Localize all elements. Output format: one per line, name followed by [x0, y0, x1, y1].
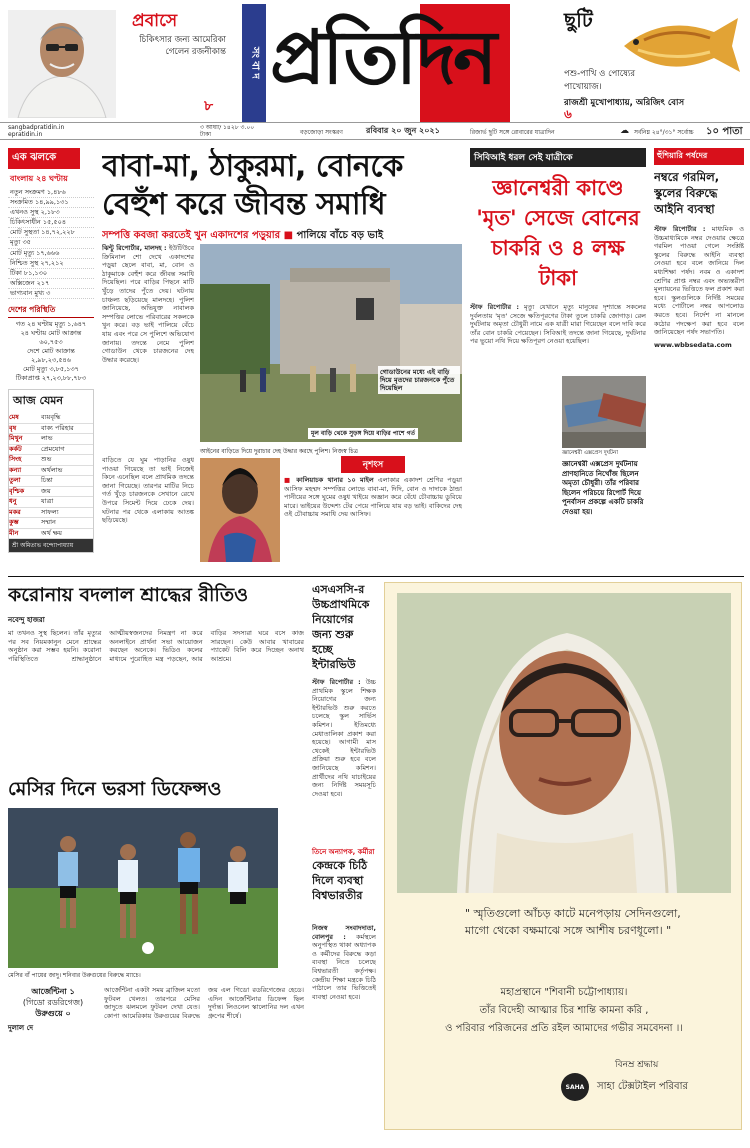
sports-photo-caption: মেসির বাঁ পায়ের জাদু। শনিবার উরুগুয়ের বিরুদ্ধে ম্যাচে।: [8, 972, 141, 979]
notice-body: [654, 225, 744, 561]
ssc-story[interactable]: [312, 582, 376, 1142]
zodiac-row: কন্যা অর্থলাভ: [9, 466, 93, 477]
left-column: [8, 148, 94, 568]
ad-quote: " স্মৃতিগুলো আঁচড় কাটে মনেপড়ায় সেদিনগুলো, মাগো থেকো বক্ষমাঝে সঙ্গে আশীষ চরণধূলো। ": [465, 907, 681, 937]
notice-story[interactable]: [654, 148, 744, 568]
promo-left-tag: প্রবাসে: [132, 11, 178, 31]
lead-sub: [102, 228, 462, 245]
lead-sub-red: পালিয়ে বাঁচে বড় ভাই: [296, 230, 384, 241]
score-line: আর্জেন্টিনা ১: [31, 987, 75, 996]
ad-signoff: বিনম্র শ্রদ্ধায়: [615, 1060, 659, 1070]
country-line: গত ২৪ ঘণ্টায় মৃত্যু ১,৬৪৭: [15, 320, 87, 329]
ssc-sub-body-text: কর্মস্থলে অনুপস্থিত থাকা অধ্যাপক ও কর্মীদের বিরুদ্ধে কড়া ব্যবস্থা নিতে চলেছে বিশ্বভারতী কর্তৃপক্ষ। কেন্দ্রীয় শিক্ষা মন্ত্রকে চিঠি পাঠালে তার ভিত্তিতেই ব্যবস্থা নেওয়া হবে।: [312, 932, 376, 1001]
ad-logo-text: SAHA: [565, 1083, 585, 1091]
cbi-byline: স্টাফ রিপোর্টার :: [470, 303, 519, 311]
country-list: [8, 320, 94, 383]
ssc-sub-headline: কেন্দ্রকে চিঠি দিলে ব্যবস্থা বিশ্বভারতীর: [312, 859, 368, 902]
masthead: [0, 0, 750, 132]
lead-photo-overlay: গোডাউনের মধ্যে এই বাড়ি দিয়ে মৃতদের চারজনকে পুঁতে দিয়েছিল: [378, 366, 460, 394]
lead-photo-caption: আইনের বাড়িতে দিয়ে দুরাচার দেহ উদ্ধার করছে পুলিশ। নিজস্ব চিত্র: [200, 448, 358, 455]
ssc-sub-byline: নিজস্ব সংবাদদাতা, বোলপুর :: [312, 924, 376, 941]
country-title: দেশের পরিস্থিতি: [8, 305, 94, 318]
ad-line1: মহাপ্রস্থানে "শিবানী চট্টোপাধ্যায়।: [500, 987, 628, 998]
country-line: টিকাপ্রাপ্ত ২৭,২৩,৮৮,৭৮৩: [15, 374, 87, 383]
lead-byline: ঝিন্টু রিপোর্টার, মালদহ :: [102, 244, 167, 252]
cbi-headline: জ্ঞানেশ্বরী কাণ্ডে 'মৃত' সেজে বোনের চাকরি ও ৪ লক্ষ টাকা: [476, 176, 640, 290]
notice-byline: স্টাফ রিপোর্টার :: [654, 225, 706, 233]
ssc-byline: স্টাফ রিপোর্টার :: [312, 678, 361, 686]
promo-left-page: ৮: [204, 98, 214, 114]
weather: সর্বনিম্ন ২৪°/৩১° সর্বোচ্চ: [634, 129, 694, 136]
zodiac-row: কুম্ভ সম্মান: [9, 518, 93, 529]
website-text: [8, 124, 64, 138]
lead-body-left-text: ইউটিউবে ক্রিমিনাল শো দেখে একাদশের পড়ুয়া ছেলে বাবা, মা, বোন ও ঠাকুমাকে বেহুঁশ করে জীবন্ত সমাধি দিয়েছিল। পরে বাড়ির পিছনে মাটি খুঁড়ে তাদের পুঁতে দেয়। ঘটনায় চাঞ্চল্য ছড়িয়েছে মালদহে। পুলিশ জানিয়েছে, অভিযুক্ত নাবালক সম্পত্তির লোভে পরিবারের সকলকে খুন করে। বড় ভাই পালিয়ে বেঁচে যায় এবং পরে সে পুলিশে অভিযোগ জানায়। তদন্তে নেমে পুলিশ গোডাউন থেকে চারজনের দেহ উদ্ধার করেছে।: [102, 244, 194, 364]
corona-body: মা তখনও সুস্থ ছিলেন। তাঁর মৃত্যুর পর সব নিয়মকানুন মেনে শ্রাদ্ধের অনুষ্ঠান করা সম্ভব হয়নি। করোনা পরিস্থিতিতে শ্রাদ্ধানুষ্ঠানে আত্মীয়স্বজনদের নিমন্ত্রণ না করে অনলাইনে প্রার্থনা সভা আয়োজন করছেন অনেকে। ভিডিও কলের মাধ্যমে পুরোহিত মন্ত্র পড়ছেন, আর বাড়ির সদস্যরা ঘরে বসে কাজ সারছেন। কেউ আবার খাবারের প্যাকেট বিলি করে দিচ্ছেন অনাথ আশ্রমে।: [8, 629, 304, 663]
zodiac-row: বৃষ বাক্য পরিহার: [9, 424, 93, 435]
corona-byline: নবেন্দু হাজরা: [8, 616, 45, 624]
sponsor-line: রিজার্ভ ছুটি সঙ্গে রোবারের যাত্রাদিন: [470, 129, 555, 136]
stats-list: [8, 188, 94, 299]
zodiac-row: কর্কট প্রেমযোগ: [9, 445, 93, 456]
zodiac-row: মকর সাফল্য: [9, 508, 93, 519]
side-text: সং বা দ: [249, 47, 261, 79]
square-icon: ■: [283, 230, 294, 241]
lead-headline: বাবা-মা, ঠাকুরমা, বোনকে বেহুঁশ করে জীবন্ত সমাধি: [102, 149, 403, 222]
dateline: [0, 122, 750, 140]
notice-body-text: মাধ্যমিক ও উচ্চমাধ্যমিকে নম্বর দেওয়ার ক্ষেত্রে গরমিল পাওয়া গেলে সংশ্লিষ্ট স্কুলের বিরুদ্ধে আইনি ব্যবস্থা নেওয়া হবে বলে জানিয়ে দিল মধ্যশিক্ষা পর্ষদ। নবম ও একাদশ শ্রেণির প্রাপ্ত নম্বর এবং অভ্যন্তরীণ মূল্যায়নের ভিত্তিতে ফল প্রকাশ করা হবে। স্কুলগুলিকে নির্দিষ্ট সময়ের মধ্যে পোর্টালে নম্বর আপলোড করতে হবে। নির্দেশ না মানলে কঠোর পদক্ষেপ করা হবে বলে জানিয়েছেন পর্ষদ সভাপতি।: [654, 225, 744, 337]
stats-title: বাংলায় ২৪ ঘণ্টায়: [10, 174, 68, 183]
notice-website[interactable]: www.wbbsedata.com: [654, 340, 732, 349]
ek-jhalake-header: এক ঝলকে: [8, 148, 80, 169]
promo-left[interactable]: [8, 8, 228, 118]
logo: প্রতিদিন: [270, 15, 495, 101]
lead-box-title: নৃশংস: [341, 456, 405, 473]
horoscope: [8, 389, 94, 553]
zodiac-row: সিংহ শুভ: [9, 455, 93, 466]
stat-row: নিশ্চিত সুস্থ ২৭,২১২: [8, 259, 94, 269]
ad-line3: ও পরিবার পরিজনের প্রতি রইল আমাদের গভীর সমবেদনা ।।: [445, 1023, 683, 1034]
corona-story[interactable]: [8, 582, 304, 772]
square-icon: ■: [284, 476, 293, 484]
side-text-strip: [242, 4, 266, 122]
promo-right-page: ৬: [564, 107, 572, 121]
sports-body: আর্জেন্টিনা একটা সময় ব্রাজিল মতো ফুটবল খেলত। তারপরে মেসির জাদুতে ঝলমলে ফুটবল দেখা যেত। কোপা আমেরিকায় উরুগুয়ের বিরুদ্ধে জয় এল গিডো রডরিগেজের হেডে। এদিন আর্জেন্টিনার ডিফেন্স ছিল দুর্দান্ত। লিওনেল স্কালোনির দল এখন গ্রুপের শীর্ষে।: [104, 986, 304, 1020]
lead-box-body: [284, 476, 462, 572]
country-line: দেশে মোট আক্রান্ত ২,৯৮,২৩,৫৪৬: [27, 347, 75, 365]
sports-byline: দুলাল দে: [8, 1024, 34, 1032]
promo-right-text: পশু-পাখি ও পোষ্যের পাখোয়াজ।: [564, 69, 635, 92]
logo-block[interactable]: [242, 4, 510, 122]
lead-body-left: [102, 244, 194, 434]
edition: বড়জোড়া সংস্করণ: [300, 129, 343, 136]
ssc-sub-body: [312, 924, 376, 1124]
lead-box-text: এলাকার একাদশ শ্রেণির পড়ুয়া আসিফ মহম্মদ সম্পত্তির লোভে বাবা-মা, দিদি, বোন ও দাদাকে ঠান্ডা পানীয়ের সঙ্গে ঘুমের ওষুধ খাইয়ে অজ্ঞান করে বেঁধে চৌবাচ্চায় ডুবিয়ে মারে। ভাইয়ের উদ্দেশ্য টের পেয়ে পালিয়ে যায় বড় ভাই। বাকিদের দেহ ওই চৌবাচ্চায় সমাধি দেয় আসিফ।: [284, 476, 462, 519]
lead-box-lead: কালিয়াচক থানার ১০ মাইল: [296, 476, 374, 484]
sports-photo[interactable]: [8, 808, 278, 968]
country-line: ২৪ ঘণ্টায় মোট আক্রান্ত ৬০,৭৫৩: [20, 329, 82, 347]
notice-header: হুঁশিয়ারি পর্ষদের: [654, 148, 744, 165]
website[interactable]: sangbadpratidin.in: [8, 124, 65, 131]
country-line: মোট মৃত্যু ৩,৮৫,১৩৭: [23, 365, 79, 374]
zodiac-row: মেষ ব্যয়বৃদ্ধি: [9, 413, 93, 424]
promo-left-photo: [8, 10, 116, 118]
lead-story[interactable]: [102, 148, 462, 568]
memorial-ad[interactable]: [384, 582, 742, 1130]
cbi-photo: [562, 376, 646, 448]
stat-row: সংক্রমিত ১৪,৯৯,১৩১: [8, 198, 94, 208]
promo-left-text: চিকিৎসার জন্য আমেরিকা গেলেন রজনীকান্ত: [139, 35, 226, 57]
stat-row: নতুন সংক্রমণ ১,৪৮৬: [8, 188, 94, 198]
lead-sub-text: সম্পত্তি কবজা করতেই খুন একাদশের পড়ুয়ার: [102, 230, 281, 241]
stat-row: মোট মৃত্যু ১৭,৬৬৬: [8, 249, 94, 259]
ad-sponsor: সাহা টেক্সটাইল পরিবার: [597, 1081, 688, 1092]
ad-portrait: [397, 593, 731, 893]
lead-box: [284, 456, 462, 568]
sports-headline: মেসির দিনে ভরসা ডিফেন্সও: [8, 778, 222, 800]
email[interactable]: epratidin.in: [8, 131, 43, 138]
stat-row: ভাগ্যবান মুখ্য ৩: [8, 289, 94, 299]
ssc-sub-red: তিনে অন্যাপক, কর্মীরা: [312, 848, 375, 856]
cbi-photo-caption: জ্ঞানেশ্বরী এক্সপ্রেস দুর্ঘটনা: [562, 450, 618, 456]
notice-headline: নম্বরে গরমিল, স্কুলের বিরুদ্ধে আইনি ব্যবস্থা: [654, 170, 720, 216]
ssc-body: [312, 678, 376, 838]
issue: ৩ আষাঢ় ১৪২৮ ৩.০০ টাকা: [200, 124, 255, 138]
cbi-body-text: মৃত্যু যেখানে মৃত্যু মানুষের দৃশ্যান্তে সকলের দুর্বলতায় 'মৃত' সেজে ক্ষতিপূরণের টাকা তুলে চাকরি জোগাড়। রেল দুর্ঘটনায় অমৃতা চৌধুরী নামে এক যাত্রী মারা গিয়েছেন বলে দাবি করে তাঁর বোন চাকরি পেয়েছেন। সিবিআই তদন্তে জানা গিয়েছে, দুর্ঘটনার পর ভুয়ো নথি দিয়ে ক্ষতিপূরণ নেওয়া হয়েছিল।: [470, 303, 646, 346]
ad-logo: [561, 1073, 589, 1101]
horoscope-title: আজ যেমন: [13, 394, 63, 408]
score-line: (গিডো রডরিগেজ): [22, 998, 84, 1007]
lead-photo[interactable]: [200, 244, 462, 442]
score-line: উরুগুয়ে ০: [35, 1009, 71, 1018]
stat-row: এখনও সুস্থ ২,১৮৩: [8, 208, 94, 218]
cbi-label: সিবিআই ধরল সেই যাত্রীকে: [470, 148, 646, 167]
horoscope-credit: শ্রী অমিতাভ বন্দ্যোপাধ্যায়: [9, 539, 93, 552]
stat-row: মোট সুস্থতা ১৪,৭২,২২৮: [8, 228, 94, 238]
promo-right[interactable]: [564, 6, 744, 122]
sports-story[interactable]: [8, 776, 304, 1142]
stat-row: মৃত্যু ৩৫: [8, 238, 94, 248]
ssc-body-text: উচ্চ প্রাথমিক স্কুলে শিক্ষক নিয়োগের জন্য ইন্টারভিউ শুরু করতে চলেছে স্কুল সার্ভিস কমিশন। ইতিমধ্যে মেধাতালিকা প্রকাশ করা হয়েছে। আগামী মাস থেকেই ইন্টারভিউ প্রক্রিয়া শুরু হবে বলে জানিয়েছে কমিশন। প্রার্থীদের নথি যাচাইয়ের জন্য নির্দিষ্ট সময়সূচি দেওয়া হবে।: [312, 678, 376, 798]
cbi-side-title: জ্ঞানেশ্বরী এক্সপ্রেস দুর্ঘটনায় প্রাণহানিতে নিখোঁজ ছিলেন অমৃতা চৌধুরী। তাঁর পরিবার ছিলেন পরিচয়ে রিপোর্ট দিয়ে পুনর্বাসন প্রকল্পে একটি চাকরি দেওয়া হয়।: [562, 460, 644, 516]
zodiac-row: মীন অর্থ ক্ষয়: [9, 529, 93, 540]
promo-right-tag: ছুটি: [564, 8, 593, 32]
cloud-icon: ☁: [620, 126, 629, 136]
ssc-headline: এসএসসি-র উচ্চপ্রাথমিকে নিয়োগের জন্য শুরু হচ্ছে ইন্টারভিউ: [312, 583, 370, 671]
zodiac-row: তুলা চিন্তা: [9, 476, 93, 487]
ad-line2: তাঁর বিদেহী আত্মার চির শান্তি কামনা করি ,: [479, 1005, 649, 1016]
cbi-story[interactable]: [470, 148, 646, 568]
stat-row: চিকিৎসাধীন ১৫,৫০৪: [8, 218, 94, 228]
section-divider: [8, 576, 744, 577]
corona-headline: করোনায় বদলাল শ্রাদ্ধের রীতিও: [8, 584, 249, 606]
stat-row: টিকা ৮১,১৩০: [8, 269, 94, 279]
lead-photo-label: মূল বাড়ি থেকে সুড়ঙ্গ দিয়ে বাড়ির পাশে গর্ত: [308, 428, 418, 439]
zodiac-row: বৃশ্চিক জয়: [9, 487, 93, 498]
day: রবিবার ২০ জুন ২০২১: [366, 126, 440, 135]
lead-body-mid: বাড়িতে যে ঘুম পাড়ানির ওষুধ পাওয়া গিয়েছে তা ভাই নিজেই কিনে এনেছিল বলে প্রাথমিক তদন্তে জানা গিয়েছে। তারপর মাটির নিচে গর্ত খুঁড়ে চারজনকে সেখানে রেখে উপরে সিমেন্ট দিয়ে ঢেকে দেয়। ঘটনার পর থেকে এলাকায় আতঙ্ক ছড়িয়েছে।: [102, 456, 194, 525]
pages: ১০ পাতা: [706, 126, 743, 137]
promo-right-byline: রাজশ্রী মুখোপাধ্যায়, অরিজিৎ বোস: [564, 98, 685, 108]
stat-row: অক্সিজেন ২১৭: [8, 279, 94, 289]
zodiac-row: ধনু যাত্রা: [9, 497, 93, 508]
lead-inset-photo: [200, 458, 280, 562]
zodiac-row: মিথুন লাভ: [9, 434, 93, 445]
sports-score: [8, 986, 98, 1034]
